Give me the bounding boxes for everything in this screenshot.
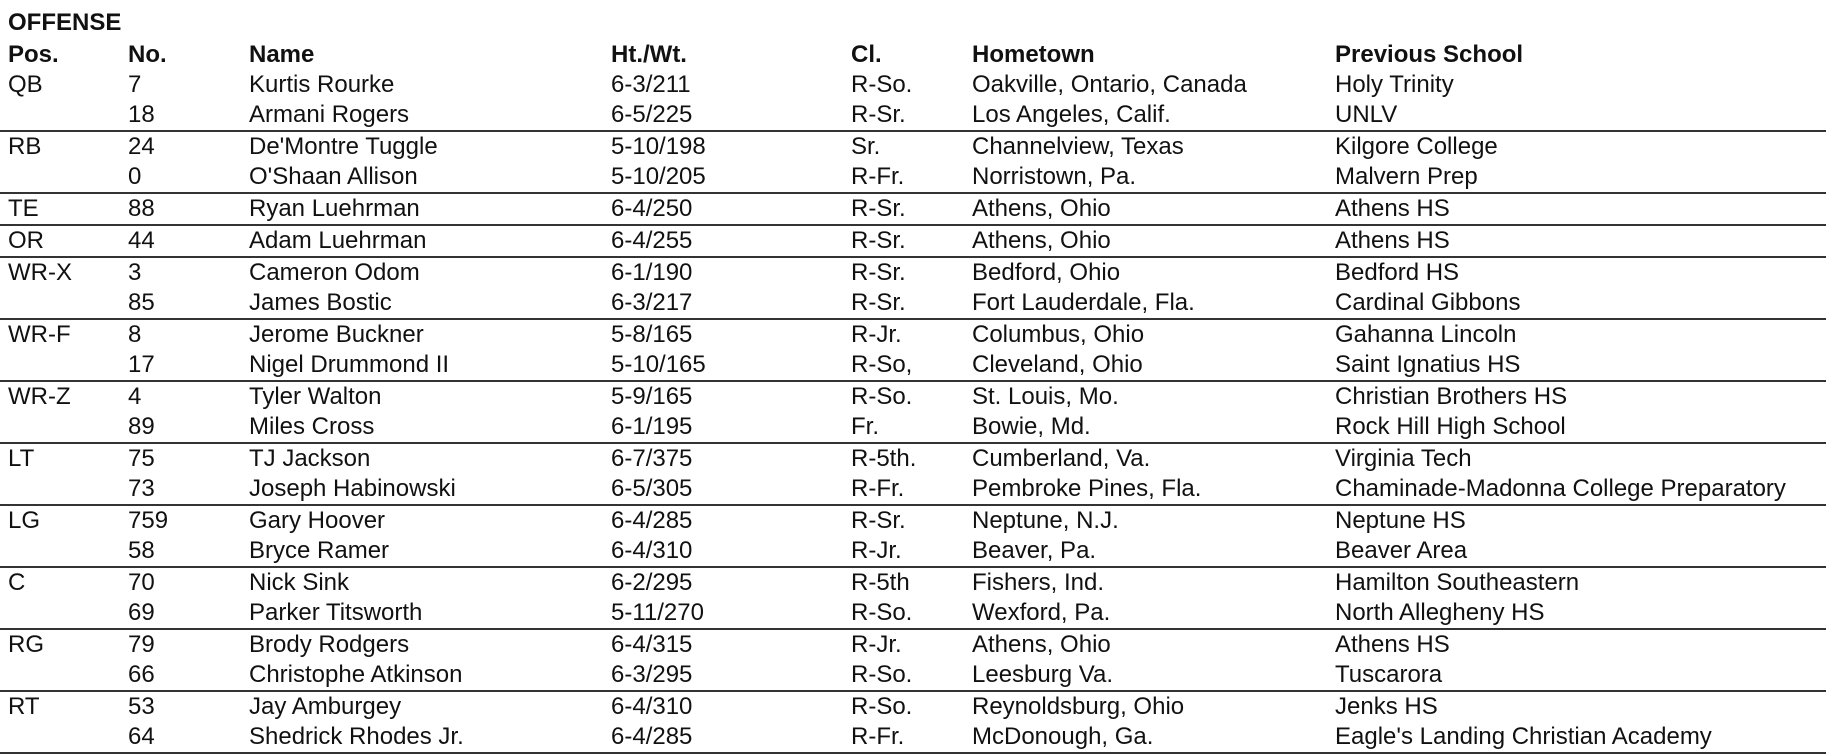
player-previous-school: Gahanna Lincoln xyxy=(1335,321,1517,348)
player-class: Sr. xyxy=(851,133,881,160)
player-height-weight: 5-8/165 xyxy=(611,321,693,348)
player-previous-school: Cardinal Gibbons xyxy=(1335,289,1521,316)
position-label: QB xyxy=(8,71,43,98)
position-label: LT xyxy=(8,445,35,472)
table-row xyxy=(0,506,1826,536)
player-previous-school: Beaver Area xyxy=(1335,537,1468,564)
player-height-weight: 6-4/315 xyxy=(611,631,693,658)
player-height-weight: 6-5/305 xyxy=(611,475,693,502)
player-name: Armani Rogers xyxy=(249,101,410,128)
table-row xyxy=(0,412,1826,442)
position-label: OR xyxy=(8,227,44,254)
player-class: R-Fr. xyxy=(851,475,905,502)
player-name: Bryce Ramer xyxy=(249,537,390,564)
player-height-weight: 5-10/205 xyxy=(611,163,706,190)
player-previous-school: Jenks HS xyxy=(1335,693,1438,720)
position-group xyxy=(0,70,1826,132)
position-label: RB xyxy=(8,133,42,160)
header-number: No. xyxy=(128,41,167,68)
player-previous-school: Tuscarora xyxy=(1335,661,1443,688)
player-name: O'Shaan Allison xyxy=(249,163,418,190)
player-hometown: Bowie, Md. xyxy=(972,413,1091,440)
player-number: 759 xyxy=(128,507,169,534)
table-row xyxy=(0,226,1826,256)
player-height-weight: 6-3/211 xyxy=(611,71,691,98)
player-previous-school: Malvern Prep xyxy=(1335,163,1478,190)
player-height-weight: 6-4/310 xyxy=(611,537,693,564)
player-class: R-Sr. xyxy=(851,289,906,316)
position-group xyxy=(0,630,1826,692)
roster-table xyxy=(0,70,1826,754)
position-group xyxy=(0,320,1826,382)
player-number: 88 xyxy=(128,195,155,222)
position-group xyxy=(0,692,1826,754)
player-hometown: Leesburg Va. xyxy=(972,661,1113,688)
player-height-weight: 6-4/285 xyxy=(611,723,693,750)
player-class: Fr. xyxy=(851,413,879,440)
player-name: Gary Hoover xyxy=(249,507,386,534)
table-row xyxy=(0,630,1826,660)
player-class: R-So. xyxy=(851,71,913,98)
player-height-weight: 5-11/270 xyxy=(611,599,704,626)
player-class: R-Sr. xyxy=(851,101,906,128)
position-group xyxy=(0,226,1826,258)
player-height-weight: 6-7/375 xyxy=(611,445,693,472)
table-row xyxy=(0,70,1826,100)
player-class: R-So. xyxy=(851,661,913,688)
player-height-weight: 6-1/195 xyxy=(611,413,693,440)
player-previous-school: Virginia Tech xyxy=(1335,445,1472,472)
player-hometown: Neptune, N.J. xyxy=(972,507,1119,534)
player-number: 7 xyxy=(128,71,142,98)
player-hometown: Cumberland, Va. xyxy=(972,445,1151,472)
player-number: 69 xyxy=(128,599,155,626)
player-name: Cameron Odom xyxy=(249,259,420,286)
player-class: R-Sr. xyxy=(851,195,906,222)
table-row xyxy=(0,288,1826,318)
player-class: R-Fr. xyxy=(851,163,905,190)
player-previous-school: Holy Trinity xyxy=(1335,71,1454,98)
player-height-weight: 5-10/165 xyxy=(611,351,706,378)
table-row xyxy=(0,474,1826,504)
table-row xyxy=(0,258,1826,288)
player-previous-school: Kilgore College xyxy=(1335,133,1498,160)
position-label: RG xyxy=(8,631,44,658)
player-previous-school: Bedford HS xyxy=(1335,259,1460,286)
player-class: R-Sr. xyxy=(851,259,906,286)
player-height-weight: 5-9/165 xyxy=(611,383,693,410)
header-hometown: Hometown xyxy=(972,41,1095,68)
table-row xyxy=(0,568,1826,598)
position-group xyxy=(0,568,1826,630)
player-number: 75 xyxy=(128,445,155,472)
player-hometown: Oakville, Ontario, Canada xyxy=(972,71,1247,98)
table-row xyxy=(0,132,1826,162)
player-number: 85 xyxy=(128,289,155,316)
player-previous-school: UNLV xyxy=(1335,101,1398,128)
player-name: TJ Jackson xyxy=(249,445,371,472)
position-group xyxy=(0,382,1826,444)
player-height-weight: 6-2/295 xyxy=(611,569,693,596)
player-class: R-5th. xyxy=(851,445,917,472)
position-label: C xyxy=(8,569,26,596)
player-height-weight: 6-4/255 xyxy=(611,227,693,254)
player-previous-school: Chaminade-Madonna College Preparatory xyxy=(1335,475,1786,502)
player-height-weight: 6-5/225 xyxy=(611,101,693,128)
player-name: Nick Sink xyxy=(249,569,350,596)
table-row xyxy=(0,194,1826,224)
player-number: 64 xyxy=(128,723,155,750)
position-group xyxy=(0,132,1826,194)
player-previous-school: Neptune HS xyxy=(1335,507,1466,534)
player-height-weight: 5-10/198 xyxy=(611,133,706,160)
header-height-weight: Ht./Wt. xyxy=(611,41,687,68)
header-previous-school: Previous School xyxy=(1335,41,1524,68)
player-hometown: Fort Lauderdale, Fla. xyxy=(972,289,1195,316)
player-previous-school: Eagle's Landing Christian Academy xyxy=(1335,723,1712,750)
player-name: Brody Rodgers xyxy=(249,631,410,658)
player-name: Nigel Drummond II xyxy=(249,351,450,378)
player-number: 44 xyxy=(128,227,155,254)
player-previous-school: Rock Hill High School xyxy=(1335,413,1566,440)
player-height-weight: 6-4/285 xyxy=(611,507,693,534)
player-hometown: Columbus, Ohio xyxy=(972,321,1145,348)
player-name: Kurtis Rourke xyxy=(249,71,395,98)
player-hometown: Athens, Ohio xyxy=(972,227,1111,254)
player-number: 18 xyxy=(128,101,155,128)
player-height-weight: 6-1/190 xyxy=(611,259,693,286)
header-pos: Pos. xyxy=(8,41,59,68)
player-number: 0 xyxy=(128,163,142,190)
player-class: R-Sr. xyxy=(851,227,906,254)
player-hometown: Fishers, Ind. xyxy=(972,569,1105,596)
position-label: WR-F xyxy=(8,321,71,348)
player-class: R-So, xyxy=(851,351,913,378)
player-previous-school: Athens HS xyxy=(1335,195,1450,222)
player-name: Miles Cross xyxy=(249,413,375,440)
table-row xyxy=(0,382,1826,412)
player-hometown: Beaver, Pa. xyxy=(972,537,1097,564)
table-row xyxy=(0,350,1826,380)
player-number: 70 xyxy=(128,569,155,596)
player-number: 4 xyxy=(128,383,142,410)
player-height-weight: 6-3/217 xyxy=(611,289,693,316)
player-height-weight: 6-4/250 xyxy=(611,195,693,222)
player-name: Jerome Buckner xyxy=(249,321,424,348)
table-row xyxy=(0,162,1826,192)
position-label: RT xyxy=(8,693,40,720)
player-previous-school: Saint Ignatius HS xyxy=(1335,351,1521,378)
player-number: 8 xyxy=(128,321,142,348)
player-previous-school: North Allegheny HS xyxy=(1335,599,1545,626)
player-class: R-Sr. xyxy=(851,507,906,534)
player-class: R-Jr. xyxy=(851,321,902,348)
player-height-weight: 6-4/310 xyxy=(611,693,693,720)
player-previous-school: Hamilton Southeastern xyxy=(1335,569,1580,596)
player-number: 89 xyxy=(128,413,155,440)
player-name: Tyler Walton xyxy=(249,383,382,410)
player-name: Joseph Habinowski xyxy=(249,475,456,502)
table-row xyxy=(0,536,1826,566)
header-class: Cl. xyxy=(851,41,882,68)
player-class: R-So. xyxy=(851,693,913,720)
player-name: Adam Luehrman xyxy=(249,227,427,254)
player-number: 58 xyxy=(128,537,155,564)
player-hometown: Wexford, Pa. xyxy=(972,599,1111,626)
table-row xyxy=(0,100,1826,130)
player-number: 66 xyxy=(128,661,155,688)
player-name: Parker Titsworth xyxy=(249,599,423,626)
player-name: James Bostic xyxy=(249,289,392,316)
player-hometown: Cleveland, Ohio xyxy=(972,351,1143,378)
table-row xyxy=(0,320,1826,350)
player-hometown: Bedford, Ohio xyxy=(972,259,1121,286)
player-hometown: Athens, Ohio xyxy=(972,195,1111,222)
player-height-weight: 6-3/295 xyxy=(611,661,693,688)
position-label: TE xyxy=(8,195,39,222)
player-class: R-So. xyxy=(851,383,913,410)
table-row xyxy=(0,660,1826,690)
player-name: Christophe Atkinson xyxy=(249,661,463,688)
player-hometown: Pembroke Pines, Fla. xyxy=(972,475,1202,502)
position-label: LG xyxy=(8,507,41,534)
player-hometown: Athens, Ohio xyxy=(972,631,1111,658)
table-row xyxy=(0,444,1826,474)
position-group xyxy=(0,506,1826,568)
table-row xyxy=(0,722,1826,752)
player-class: R-Fr. xyxy=(851,723,905,750)
player-hometown: Reynoldsburg, Ohio xyxy=(972,693,1185,720)
player-hometown: St. Louis, Mo. xyxy=(972,383,1119,410)
position-label: WR-X xyxy=(8,259,72,286)
player-hometown: Norristown, Pa. xyxy=(972,163,1137,190)
player-hometown: McDonough, Ga. xyxy=(972,723,1154,750)
position-group xyxy=(0,194,1826,226)
player-number: 3 xyxy=(128,259,142,286)
player-number: 79 xyxy=(128,631,155,658)
section-title: OFFENSE xyxy=(8,9,122,36)
position-group xyxy=(0,444,1826,506)
player-hometown: Channelview, Texas xyxy=(972,133,1184,160)
player-class: R-Jr. xyxy=(851,537,902,564)
position-label: WR-Z xyxy=(8,383,71,410)
table-row xyxy=(0,598,1826,628)
player-number: 17 xyxy=(128,351,155,378)
player-previous-school: Christian Brothers HS xyxy=(1335,383,1568,410)
player-class: R-5th xyxy=(851,569,910,596)
player-hometown: Los Angeles, Calif. xyxy=(972,101,1171,128)
player-number: 24 xyxy=(128,133,155,160)
player-name: Ryan Luehrman xyxy=(249,195,420,222)
player-previous-school: Athens HS xyxy=(1335,227,1450,254)
player-name: Jay Amburgey xyxy=(249,693,402,720)
player-class: R-So. xyxy=(851,599,913,626)
player-previous-school: Athens HS xyxy=(1335,631,1450,658)
header-name: Name xyxy=(249,41,315,68)
player-number: 53 xyxy=(128,693,155,720)
player-name: Shedrick Rhodes Jr. xyxy=(249,723,464,750)
player-class: R-Jr. xyxy=(851,631,902,658)
position-group xyxy=(0,258,1826,320)
player-number: 73 xyxy=(128,475,155,502)
player-name: De'Montre Tuggle xyxy=(249,133,438,160)
table-row xyxy=(0,692,1826,722)
